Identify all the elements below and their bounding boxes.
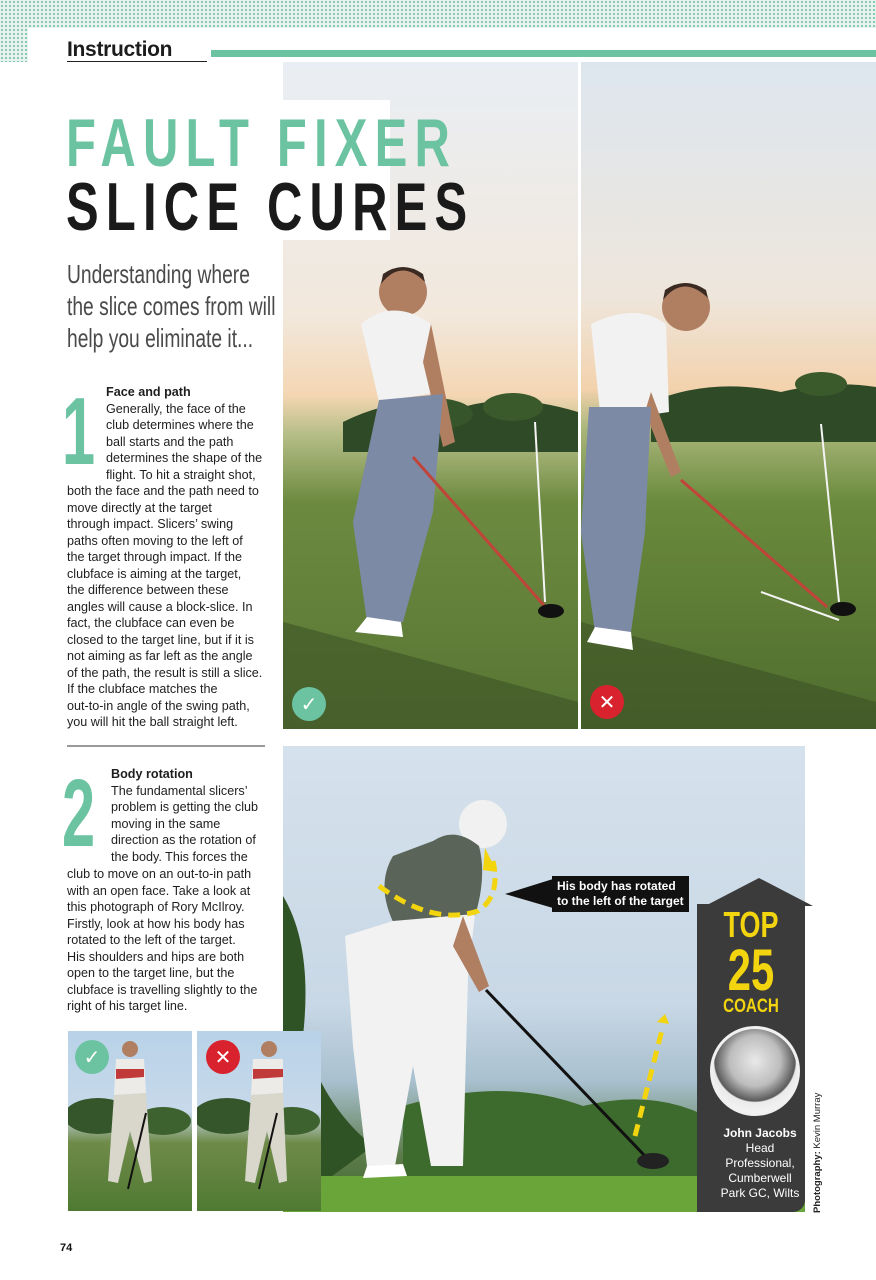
tip-1-line: of the path, the result is still a slice. xyxy=(67,665,263,680)
tip-2-heading: Body rotation xyxy=(111,767,193,781)
tip-1-line: through impact. Slicers’ swing xyxy=(67,517,234,531)
tip-1-text-wide xyxy=(67,483,262,731)
cross-badge xyxy=(206,1040,240,1074)
tip-2-line: Firstly, look at how his body has xyxy=(67,916,245,931)
callout-line: to the left of the target xyxy=(557,894,684,908)
check-icon: ✓ xyxy=(83,1045,101,1069)
tip-2-line: with an open face. Take a look at xyxy=(67,883,251,898)
coach-role-line: Park GC, Wilts xyxy=(720,1186,800,1200)
coach-badge-bottom: COACH xyxy=(723,996,779,1017)
tip-2-line: open to the target line, but the xyxy=(67,966,235,980)
section-divider xyxy=(67,745,265,747)
tip-2-line: direction as the rotation of xyxy=(111,833,256,847)
tip-1-line: not aiming as far left as the angle xyxy=(67,649,253,663)
tip-2-line: The fundamental slicers’ xyxy=(111,783,248,798)
cross-icon: ✕ xyxy=(214,1045,232,1069)
tip-1-line: clubface is aiming at the target, xyxy=(67,566,242,581)
intro-line: help you eliminate it... xyxy=(67,323,254,353)
page-number: 74 xyxy=(60,1242,73,1254)
tip-2-line: problem is getting the club xyxy=(111,800,259,814)
tip-1-line: paths often moving to the left of xyxy=(67,533,243,548)
title-line-1: FAULT FIXER xyxy=(66,105,458,181)
tip-2-text-wide xyxy=(67,866,257,1015)
tip-1-line: If the clubface matches the xyxy=(67,682,218,696)
section-label: Instruction xyxy=(67,38,173,61)
tip-1-line: ball starts and the path xyxy=(106,434,234,449)
tip-1-line: club determines where the xyxy=(106,418,254,432)
cross-icon: ✕ xyxy=(598,690,616,714)
coach-badge-number: 25 xyxy=(727,938,775,1003)
tip-2-line: right of his target line. xyxy=(67,999,188,1013)
golfer-incorrect-illustration xyxy=(581,62,876,729)
coach-badge-top: TOP xyxy=(723,904,779,945)
header-dot-pattern-left xyxy=(0,0,28,62)
tip-1-line: fact, the clubface can even be xyxy=(67,616,235,630)
photo-credit xyxy=(812,1093,823,1213)
tip-1-line: flight. To hit a straight shot, xyxy=(106,467,256,482)
tip-1-line: you will hit the ball straight left. xyxy=(67,715,238,729)
coach-panel xyxy=(697,904,805,1212)
section-underline xyxy=(67,61,207,62)
tip-1-line: both the face and the path need to xyxy=(67,484,259,498)
tip-1-heading: Face and path xyxy=(106,385,191,399)
credit-name: Kevin Murray xyxy=(812,1092,823,1149)
coach-role-line: Professional, xyxy=(725,1156,795,1170)
photo-small-correct xyxy=(68,1031,192,1211)
tip-2-line: His shoulders and hips are both xyxy=(67,949,245,964)
check-icon: ✓ xyxy=(300,692,318,716)
credit-label: Photography: xyxy=(812,1151,823,1213)
photo-small-incorrect xyxy=(197,1031,321,1211)
check-badge xyxy=(292,687,326,721)
coach-role xyxy=(697,1141,823,1201)
coach-role-line: Head xyxy=(745,1141,775,1155)
tip-1-line: the difference between these xyxy=(67,583,229,597)
tip-2-line: this photograph of Rory McIlroy. xyxy=(67,900,245,914)
section-rule xyxy=(211,50,876,57)
tip-1-line: Generally, the face of the xyxy=(106,401,246,416)
tip-2-line: moving in the same xyxy=(111,816,221,831)
tip-2-line: club to move on an out-to-in path xyxy=(67,867,252,881)
cross-badge xyxy=(590,685,624,719)
coach-avatar xyxy=(710,1026,800,1116)
tip-2-text xyxy=(111,766,258,865)
tip-1-line: out-to-in angle of the swing path, xyxy=(67,698,250,713)
title-line-2: SLICE CURES xyxy=(66,169,475,245)
intro-text xyxy=(67,258,276,354)
tip-1-line: angles will cause a block-slice. In xyxy=(67,599,253,614)
callout-line: His body has rotated xyxy=(557,879,676,893)
photo-incorrect-setup xyxy=(581,62,876,729)
coach-name: John Jacobs xyxy=(723,1126,797,1140)
coach-role-line: Cumberwell xyxy=(728,1171,792,1185)
tip-2-line: rotated to the left of the target. xyxy=(67,933,236,947)
tip-1-text xyxy=(106,384,262,483)
tip-1-number: 1 xyxy=(62,378,96,485)
tip-2-line: the body. This forces the xyxy=(111,849,248,864)
header-dot-pattern xyxy=(0,0,876,28)
tip-1-line: move directly at the target xyxy=(67,500,212,515)
tip-1-line: the target through impact. If the xyxy=(67,550,243,564)
annotation-callout xyxy=(552,876,689,912)
intro-line: Understanding where xyxy=(67,259,250,289)
tip-2-line: clubface is travelling slightly to the xyxy=(67,982,258,997)
intro-line: the slice comes from will xyxy=(67,291,276,321)
tip-1-line: determines the shape of the xyxy=(106,451,263,465)
check-badge xyxy=(75,1040,109,1074)
tip-2-number: 2 xyxy=(62,760,96,867)
tip-1-line: closed to the target line, but if it is xyxy=(67,632,254,647)
